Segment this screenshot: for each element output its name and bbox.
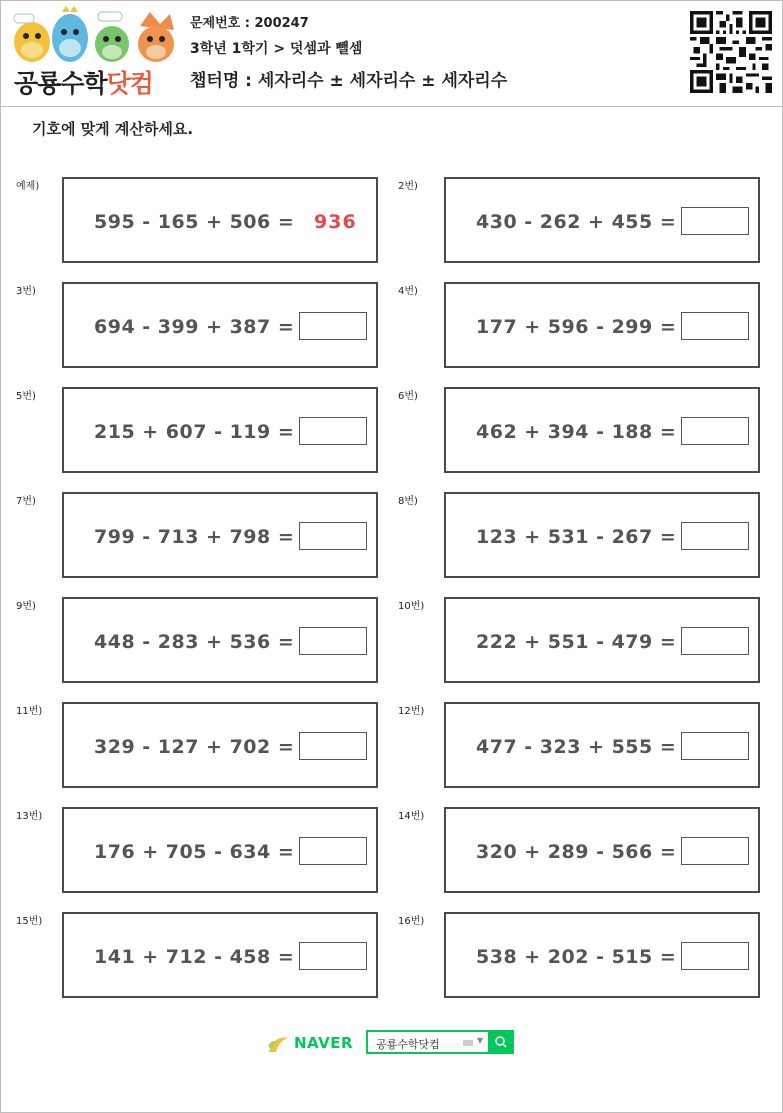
problem-label: 10번) — [398, 601, 425, 612]
problem-expression: 176 + 705 - 634 = — [94, 841, 295, 863]
problem-label: 7번) — [16, 496, 36, 507]
qr-code-icon[interactable] — [690, 11, 772, 93]
problem-card — [444, 177, 760, 263]
header-divider — [1, 106, 782, 107]
answer-box[interactable] — [681, 627, 749, 655]
problem-number: 문제번호 : 200247 — [190, 16, 309, 31]
search-icon — [488, 1030, 514, 1054]
answer-box[interactable] — [299, 942, 367, 970]
logo-accent-text: 닷컴 — [106, 69, 153, 98]
problem-label: 14번) — [398, 811, 425, 822]
answer-box[interactable] — [681, 522, 749, 550]
answer-box[interactable] — [299, 417, 367, 445]
problem-expression: 430 - 262 + 455 = — [476, 211, 677, 233]
problem-card — [62, 177, 378, 263]
problem-card — [62, 702, 378, 788]
problem-expression: 448 - 283 + 536 = — [94, 631, 295, 653]
dinosaur-mascots-icon — [10, 6, 176, 66]
example-answer: 936 — [314, 211, 357, 233]
answer-box[interactable] — [299, 627, 367, 655]
problem-expression: 177 + 596 - 299 = — [476, 316, 677, 338]
problem-label: 5번) — [16, 391, 36, 402]
keyboard-icon[interactable] — [463, 1040, 473, 1046]
site-logo-text — [14, 64, 153, 100]
problem-expression: 215 + 607 - 119 = — [94, 421, 295, 443]
answer-box[interactable] — [681, 417, 749, 445]
answer-box[interactable] — [681, 312, 749, 340]
course-breadcrumb: 3학년 1학기 > 덧셈과 뺄셈 — [190, 41, 363, 57]
problem-label: 16번) — [398, 916, 425, 927]
problem-card — [444, 282, 760, 368]
answer-box[interactable] — [299, 522, 367, 550]
naver-search-input[interactable] — [366, 1030, 490, 1054]
naver-sprout-icon — [266, 1032, 290, 1054]
problem-expression: 141 + 712 - 458 = — [94, 946, 295, 968]
dropdown-caret-icon[interactable]: ▼ — [477, 1036, 484, 1045]
problem-card — [444, 492, 760, 578]
problem-label: 9번) — [16, 601, 36, 612]
naver-search-footer — [266, 1030, 516, 1056]
problem-card — [62, 282, 378, 368]
problem-expression: 462 + 394 - 188 = — [476, 421, 677, 443]
naver-logo: NAVER — [294, 1034, 354, 1052]
problem-label: 11번) — [16, 706, 43, 717]
answer-box[interactable] — [681, 207, 749, 235]
problem-label: 예제) — [16, 181, 40, 192]
problem-expression: 123 + 531 - 267 = — [476, 526, 677, 548]
problem-card — [444, 597, 760, 683]
logo-main-text: 공룡수학 — [14, 69, 107, 98]
problem-label: 12번) — [398, 706, 425, 717]
problem-label: 13번) — [16, 811, 43, 822]
problem-card — [444, 807, 760, 893]
problem-label: 4번) — [398, 286, 418, 297]
problem-card — [444, 702, 760, 788]
problem-card — [62, 912, 378, 998]
chapter-title: 챕터명 : 세자리수 ± 세자리수 ± 세자리수 — [190, 71, 508, 91]
problem-expression: 222 + 551 - 479 = — [476, 631, 677, 653]
answer-box[interactable] — [681, 942, 749, 970]
problem-expression: 320 + 289 - 566 = — [476, 841, 677, 863]
problem-card — [444, 387, 760, 473]
search-input-value: 공룡수학닷컴 — [376, 1038, 440, 1051]
problem-card — [62, 387, 378, 473]
problem-label: 2번) — [398, 181, 418, 192]
problem-card — [62, 492, 378, 578]
problem-expression: 329 - 127 + 702 = — [94, 736, 295, 758]
problem-label: 15번) — [16, 916, 43, 927]
answer-box[interactable] — [681, 837, 749, 865]
problem-label: 3번) — [16, 286, 36, 297]
problem-expression: 799 - 713 + 798 = — [94, 526, 295, 548]
problem-card — [444, 912, 760, 998]
answer-box[interactable] — [299, 837, 367, 865]
problem-expression: 595 - 165 + 506 = — [94, 211, 295, 233]
problem-label: 6번) — [398, 391, 418, 402]
problem-expression: 694 - 399 + 387 = — [94, 316, 295, 338]
instruction-text: 기호에 맞게 계산하세요. — [32, 120, 194, 138]
problem-card — [62, 597, 378, 683]
problem-card — [62, 807, 378, 893]
naver-search-button[interactable] — [488, 1030, 514, 1054]
answer-box[interactable] — [299, 312, 367, 340]
problem-label: 8번) — [398, 496, 418, 507]
answer-box[interactable] — [299, 732, 367, 760]
problem-expression: 477 - 323 + 555 = — [476, 736, 677, 758]
answer-box[interactable] — [681, 732, 749, 760]
problem-expression: 538 + 202 - 515 = — [476, 946, 677, 968]
